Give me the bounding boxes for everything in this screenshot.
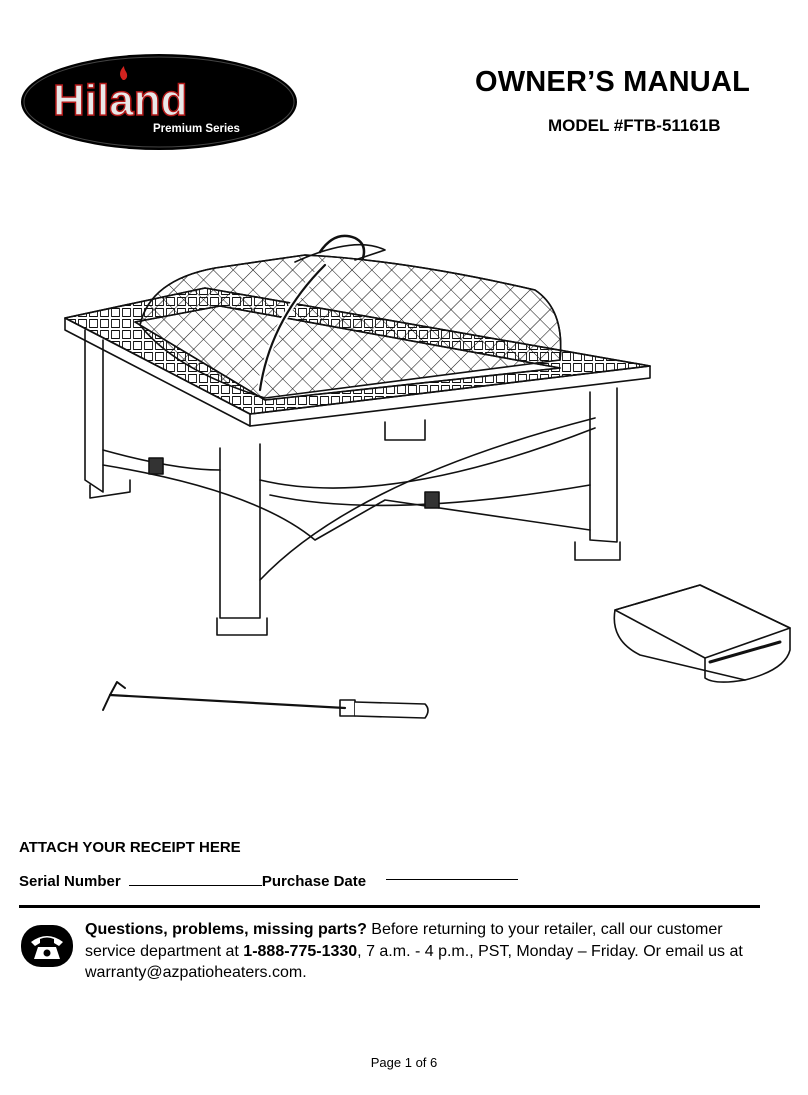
product-illustration xyxy=(55,230,800,730)
purchase-date-label: Purchase Date xyxy=(261,873,367,890)
purchase-date-field[interactable] xyxy=(386,879,518,880)
contact-text-2: , 7 a.m. - 4 p.m., PST, Monday – Friday. Or email us at xyxy=(357,942,743,960)
poker-tool-icon xyxy=(103,682,428,718)
serial-number-field[interactable] xyxy=(129,885,262,886)
contact-text: Before returning to your retailer, call our customer service department at xyxy=(85,921,723,960)
cover-block-icon xyxy=(614,585,790,682)
serial-label: Serial Number xyxy=(19,873,121,890)
phone-number[interactable]: 1-888-775-1330 xyxy=(243,942,358,960)
serial-purchase-row xyxy=(19,873,518,890)
brand-tagline: Premium Series xyxy=(153,123,240,135)
page-number: Page 1 of 6 xyxy=(370,1055,438,1070)
section-divider xyxy=(19,905,760,908)
support-email[interactable]: warranty@azpatioheaters.com xyxy=(85,964,303,981)
manual-title: OWNER’S MANUAL xyxy=(474,66,750,98)
contact-info xyxy=(85,919,765,984)
hiland-logo xyxy=(19,52,299,152)
contact-lead: Questions, problems, missing parts? xyxy=(85,921,367,938)
receipt-heading: ATTACH YOUR RECEIPT HERE xyxy=(19,839,241,856)
contact-text-3: . xyxy=(302,964,307,981)
model-number: MODEL #FTB-51161B xyxy=(548,116,721,135)
brand-name: Hiland xyxy=(53,76,188,125)
phone-icon xyxy=(21,925,73,967)
